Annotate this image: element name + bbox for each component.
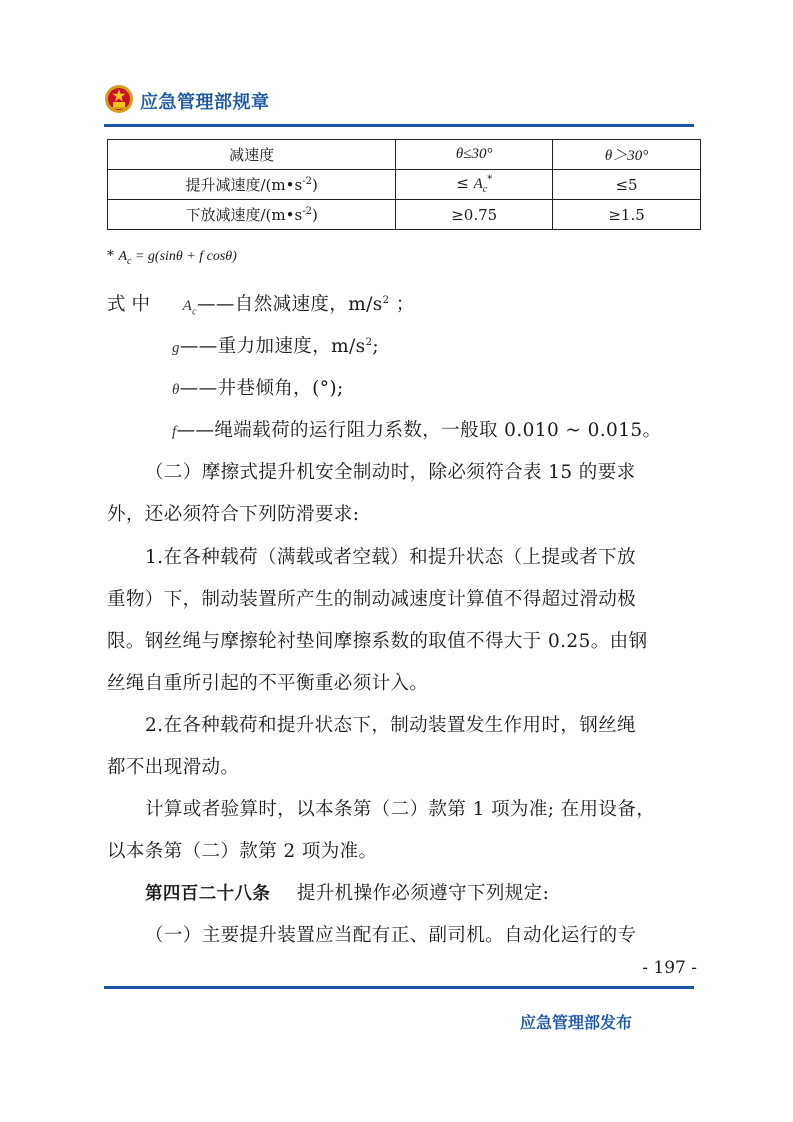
table-cell: ≥1.5: [553, 200, 701, 230]
paragraph-line: 重物）下，制动装置所产生的制动减速度计算值不得超过滑动极: [107, 589, 637, 610]
page-number: - 197 -: [642, 958, 697, 978]
paragraph-line: 2.在各种载荷和提升状态下，制动装置发生作用时，钢丝绳: [145, 715, 636, 736]
paragraph-line: 以本条第（二）款第 2 项为准。: [107, 841, 378, 862]
table-cell-label: 提升减速度$/(m•s^{-2})$: [108, 170, 396, 200]
paragraph-line: 1.在各种载荷（满载或者空载）和提升状态（上提或者下放: [145, 547, 636, 568]
table-header-cell: 减速度: [108, 140, 396, 170]
footer-divider: [104, 986, 694, 989]
definition-line: 式中 $A_c——$自然减速度，$m/s^2$ ；: [107, 294, 415, 318]
article-text: 提升机操作必须遵守下列规定:: [296, 883, 550, 904]
definition-line: f——绳端载荷的运行阻力系数，一般取 0.010 ~ 0.015。: [172, 420, 662, 441]
paragraph-line: 外，还必须符合下列防滑要求:: [107, 504, 360, 525]
definition-prefix: 式中: [107, 294, 157, 315]
paragraph-line: 都不出现滑动。: [107, 757, 240, 778]
table-cell-label: 下放减速度$/(m•s^{-2})$: [108, 200, 396, 230]
article-line: [145, 879, 549, 905]
national-emblem-icon: [104, 84, 134, 114]
paragraph-line: 计算或者验算时，以本条第（二）款第 1 项为准; 在用设备，: [145, 799, 656, 820]
table-row: [108, 200, 701, 230]
table-header-cell: θ＞30°: [553, 140, 701, 170]
footer-publisher: 应急管理部发布: [520, 1013, 633, 1032]
table-cell: ≤5: [553, 170, 701, 200]
article-number: 第四百二十八条: [145, 884, 271, 904]
table-row: [108, 170, 701, 200]
paragraph-line: （二）摩擦式提升机安全制动时，除必须符合表 15 的要求: [145, 462, 636, 483]
paragraph-line: （一）主要提升装置应当配有正、副司机。自动化运行的专: [145, 925, 637, 946]
deceleration-table: [107, 139, 701, 230]
header-divider: [104, 124, 694, 127]
header-title: 应急管理部规章: [140, 92, 270, 113]
table-header-row: [108, 140, 701, 170]
definition-line: θ——井巷倾角，(°);: [172, 378, 344, 399]
table-header-cell: θ≤30°: [396, 140, 553, 170]
paragraph-line: 限。钢丝绳与摩擦轮衬垫间摩擦系数的取值不得大于 0.25。由钢: [107, 631, 648, 652]
table-cell: ≤ $A_c^*$: [396, 170, 553, 200]
definition-line: g——重力加速度，$m/s^2$;: [172, 336, 379, 357]
table-cell: ≥0.75: [396, 200, 553, 230]
table-footnote: * $A_c = g(\sin\theta + f$ cosθ): [107, 248, 237, 267]
paragraph-line: 丝绳自重所引起的不平衡重必须计入。: [107, 673, 429, 694]
